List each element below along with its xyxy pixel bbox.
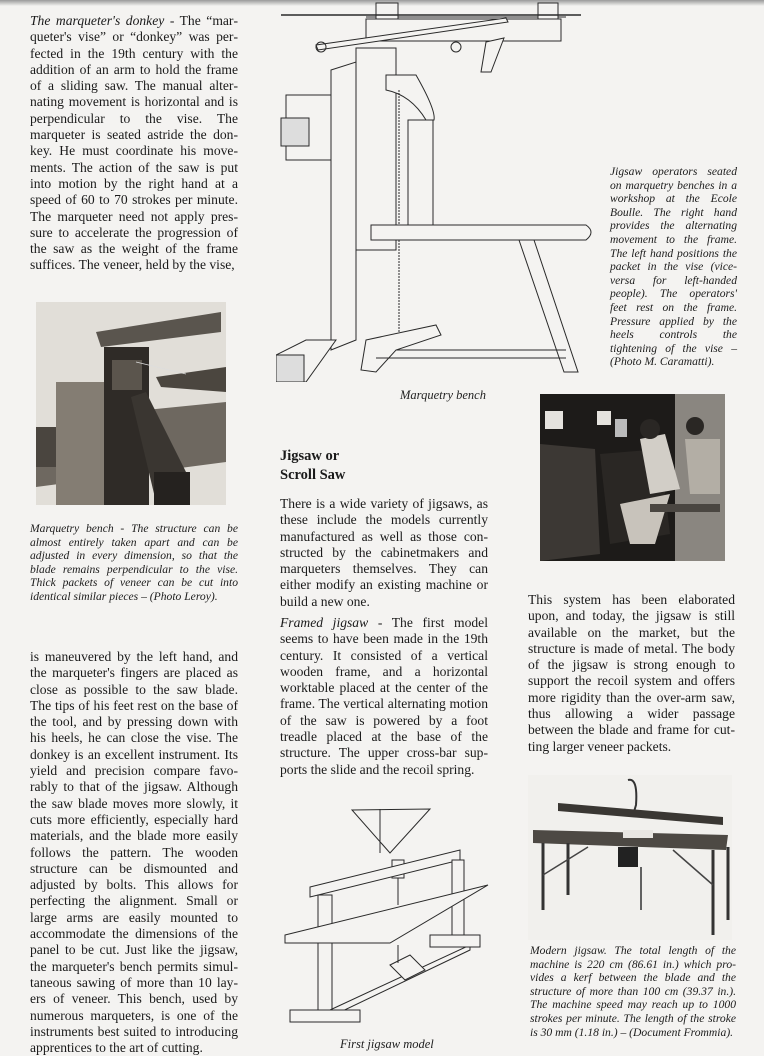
modern-jigsaw-photo xyxy=(528,775,732,940)
donkey-vise-photo xyxy=(36,302,226,505)
donkey-lead: The marqueter's donkey xyxy=(30,13,165,28)
donkey-body: - The “marqueter's vise” or “donkey” was perfected in the 19th century with the addition of an arm to hold the frame of a sliding saw. The manual alternating movement is horizontal and is perpendicular to the vise. The marqueter is seated astride the donkey. He must coordinate his movements. The action of the saw is put into motion by the right hand at a speed of 60 to 70 strokes per minute. The marqueter need not apply pressure to accelerate the progression of the saw as the weight of the frame suffices. The veneer, held by the vise, xyxy=(30,13,238,273)
marquetry-bench-label: Marquetry bench xyxy=(400,388,486,402)
operators-photo-caption: Jigsaw operators seated on marquetry benches in a workshop at the Ecole Boulle. The right hand provides the alternating movement to the frame. The left hand positions the packet in the vise (vice-versa for left-handed people). The operators' feet rest on the frame. Pressure applied by the heels controls the tightening of the vise – (Photo M. Caramatti). xyxy=(610,165,737,369)
heading-line-1: Jigsaw or xyxy=(280,448,340,464)
donkey-intro-paragraph xyxy=(30,13,238,274)
framed-jigsaw-lead: Framed jigsaw xyxy=(280,615,369,630)
framed-jigsaw-body: - The first model seems to have been made in the 19th century. It consisted of a vertical wooden frame, and a horizontal worktable placed at the center of the frame. The vertical alternating motion of the saw is powered by a foot treadle placed at the base of the structure. The upper cross-bar supports the slide and the recoil spring. xyxy=(280,615,488,777)
section-heading xyxy=(280,447,345,485)
framed-jigsaw-paragraph xyxy=(280,615,488,778)
donkey-photo-caption: Marquetry bench - The structure can be almost entirely taken apart and can be adjusted in every dimension, so that the blade remains perpendicular to the vise. Thick packets of veneer can be cut into identical similar pieces – (Photo Leroy). xyxy=(30,522,238,603)
operators-workshop-photo xyxy=(540,394,725,561)
modern-jigsaw-caption: Modern jigsaw. The total length of the machine is 220 cm (86.61 in.) which provides a kerf between the blade and the structure of more than 100 cm (39.37 in.). The machine speed may reach up to 1000 strokes per minute. The length of the stroke is 30 mm (1.18 in.) – (Document Frommia). xyxy=(530,944,736,1039)
first-jigsaw-drawing xyxy=(280,805,495,1023)
first-jigsaw-label: First jigsaw model xyxy=(340,1037,434,1051)
marquetry-bench-drawing xyxy=(276,0,592,382)
metal-jigsaw-paragraph: This system has been elaborated upon, and today, the jigsaw is still available on the market, but the structure is made of metal. The body of the jigsaw is strong enough to support the recoil system and offers more rigidity than the over-arm saw, thus allowing a wider passage between the blade and frame for cutting larger veneer packets. xyxy=(528,592,735,754)
jigsaw-variety-paragraph: There is a wide variety of jigsaws, as these include the models currently manufactured as well as those constructed by the cabinetmakers and marqueters themselves. They can either modify an existing machine or build a new one. xyxy=(280,496,488,609)
heading-line-2: Scroll Saw xyxy=(280,467,346,483)
donkey-continuation-paragraph: is maneuvered by the left hand, and the marqueter's fingers are placed as close as possible to the saw blade. The tips of his feet rest on the base of the tool, and by pressing down with his heels, he can close the vise. The donkey is an excellent instrument. Its yield and precision compare favorably to that of the jigsaw. Although the saw blade moves more slowly, it cuts more efficiently, especially hard materials, and the blade more easily follows the pattern. The wooden structure can be dismounted and adjusted by bolts. This allows for perfecting the alignment. Small or large arms are easily mounted to accommodate the dimensions of the panel to be cut. Just like the jigsaw, the marqueter's bench permits simultaneous sawing of more than 10 layers of veneer. This bench, used by numerous marqueters, is one of the instruments best suited to introducing apprentices to the art of cutting. xyxy=(30,649,238,1056)
